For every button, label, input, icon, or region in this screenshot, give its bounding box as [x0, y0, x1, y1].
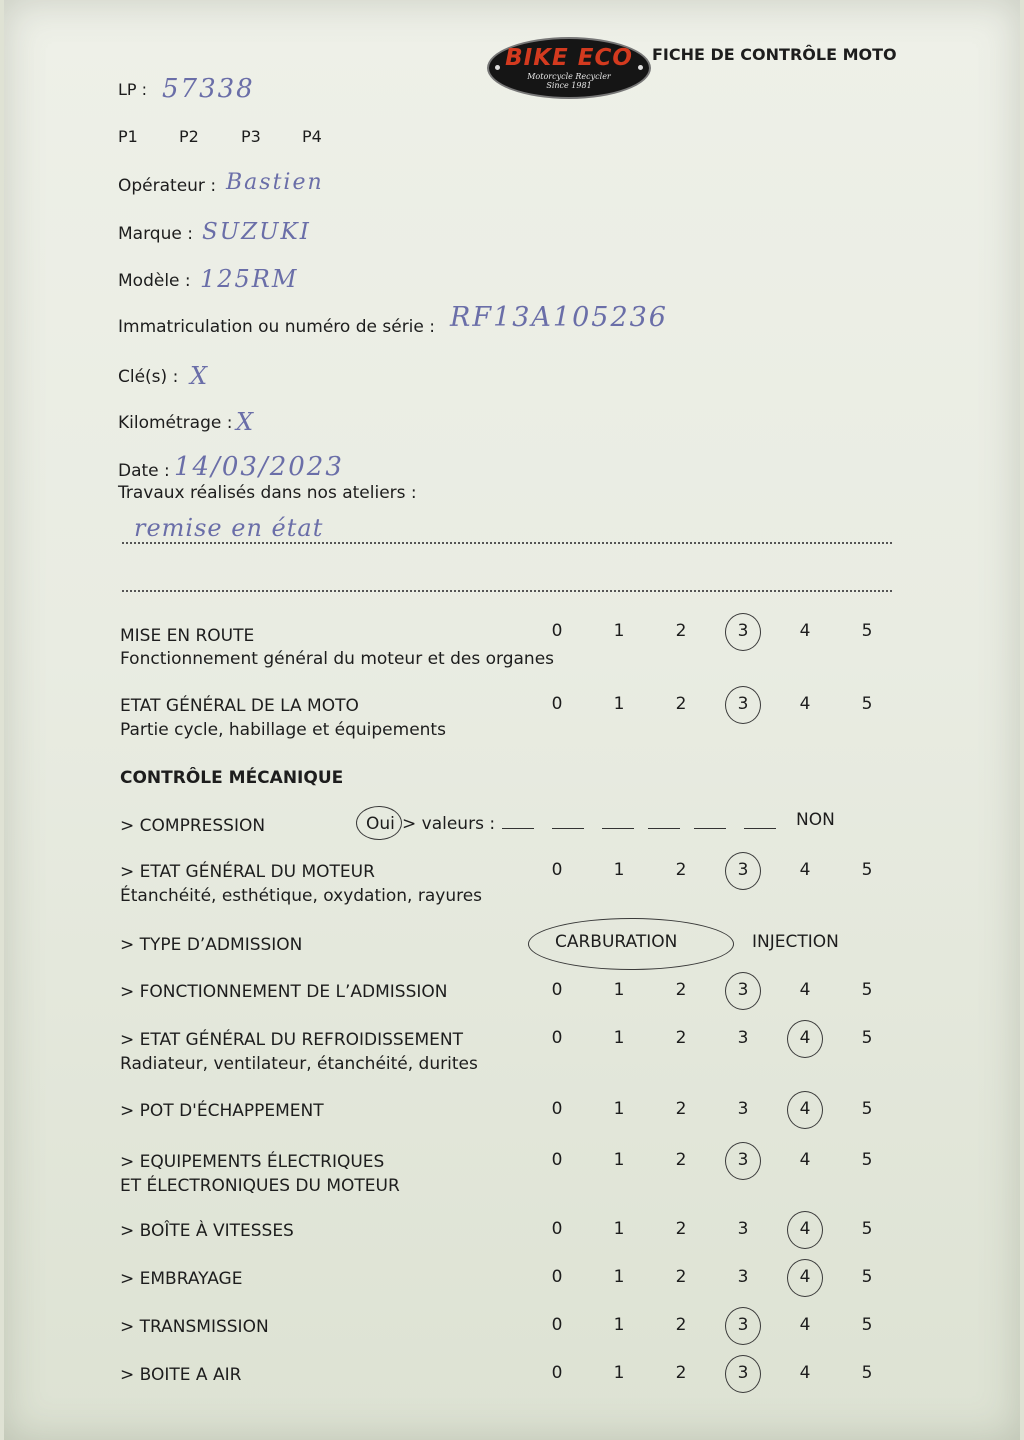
item-title: > ETAT GÉNÉRAL DU REFROIDISSEMENT	[120, 1030, 463, 1050]
rating-option-5[interactable]: 5	[861, 1267, 873, 1287]
control-sheet	[4, 0, 1020, 1440]
keys-label: Clé(s) :	[118, 367, 179, 387]
rating-option-0[interactable]: 0	[551, 980, 563, 1000]
lp-value[interactable]: 57338	[162, 74, 255, 104]
selected-rating-circle	[787, 1259, 823, 1297]
date-value[interactable]: 14/03/2023	[174, 452, 344, 482]
rating-option-0[interactable]: 0	[551, 621, 563, 641]
engine-title: > ETAT GÉNÉRAL DU MOTEUR	[120, 862, 375, 882]
rating-option-4[interactable]: 4	[799, 1363, 811, 1383]
rating-option-1[interactable]: 1	[613, 1150, 625, 1170]
mileage-label: Kilométrage :	[118, 413, 233, 433]
rating-option-2[interactable]: 2	[675, 860, 687, 880]
rating-option-1[interactable]: 1	[613, 1315, 625, 1335]
engine-subtitle: Étanchéité, esthétique, oxydation, rayures	[120, 886, 483, 906]
bike-eco-logo: BIKE ECO Motorcycle Recycler Since 1981	[487, 37, 651, 99]
selected-rating-circle	[787, 1091, 823, 1129]
p1-label: P1	[118, 127, 138, 146]
rating-option-1[interactable]: 1	[613, 980, 625, 1000]
rating-option-4[interactable]: 4	[799, 860, 811, 880]
model-label: Modèle :	[118, 271, 191, 291]
selected-rating-circle	[725, 852, 761, 890]
operator-value[interactable]: Bastien	[226, 170, 324, 195]
rating-option-5[interactable]: 5	[861, 1150, 873, 1170]
rating-option-4[interactable]: 4	[799, 1028, 811, 1048]
serial-label: Immatriculation ou numéro de série :	[118, 317, 435, 337]
selected-rating-circle	[787, 1211, 823, 1249]
rating-option-2[interactable]: 2	[675, 1150, 687, 1170]
rating-option-0[interactable]: 0	[551, 1219, 563, 1239]
compression-values-label: > valeurs :	[402, 814, 496, 834]
lp-label: LP :	[118, 80, 148, 99]
p3-label: P3	[241, 127, 261, 146]
rating-option-3[interactable]: 3	[737, 1219, 749, 1239]
rating-option-2[interactable]: 2	[675, 1315, 687, 1335]
rating-option-3[interactable]: 3	[737, 1315, 749, 1335]
rating-option-3[interactable]: 3	[737, 1267, 749, 1287]
compression-value-blank-5[interactable]	[694, 828, 726, 829]
rating-option-5[interactable]: 5	[861, 1219, 873, 1239]
rating-option-3[interactable]: 3	[737, 1150, 749, 1170]
item-title: > EQUIPEMENTS ÉLECTRIQUES	[120, 1152, 385, 1172]
rating-option-4[interactable]: 4	[799, 980, 811, 1000]
compression-label: > COMPRESSION	[120, 816, 266, 836]
rating-option-2[interactable]: 2	[675, 621, 687, 641]
rating-option-0[interactable]: 0	[551, 694, 563, 714]
selected-rating-circle	[725, 686, 761, 724]
compression-no-option[interactable]: NON	[796, 810, 835, 830]
item-title: > POT D'ÉCHAPPEMENT	[120, 1101, 324, 1121]
compression-value-blank-3[interactable]	[602, 828, 634, 829]
rating-option-5[interactable]: 5	[861, 860, 873, 880]
rating-option-2[interactable]: 2	[675, 1028, 687, 1048]
item-title: > EMBRAYAGE	[120, 1269, 243, 1289]
compression-yes-circle	[356, 806, 402, 840]
item-title: > TRANSMISSION	[120, 1317, 269, 1337]
work-value[interactable]: remise en état	[134, 514, 324, 542]
rating-option-3[interactable]: 3	[737, 1099, 749, 1119]
rating-option-0[interactable]: 0	[551, 1099, 563, 1119]
item-title: > BOÎTE À VITESSES	[120, 1221, 294, 1241]
serial-value[interactable]: RF13A105236	[450, 302, 668, 333]
form-title: FICHE DE CONTRÔLE MOTO	[652, 45, 897, 64]
rating-option-1[interactable]: 1	[613, 1219, 625, 1239]
compression-value-blank-6[interactable]	[744, 828, 776, 829]
rating-option-0[interactable]: 0	[551, 1363, 563, 1383]
model-value[interactable]: 125RM	[200, 265, 299, 293]
intake-carburation-option[interactable]: CARBURATION	[555, 932, 678, 952]
intake-injection-option[interactable]: INJECTION	[752, 932, 839, 952]
rating-option-4[interactable]: 4	[799, 1150, 811, 1170]
rating-option-1[interactable]: 1	[613, 1363, 625, 1383]
p4-label: P4	[302, 127, 322, 146]
rating-option-3[interactable]: 3	[737, 860, 749, 880]
rating-option-3[interactable]: 3	[737, 1028, 749, 1048]
work-line-2	[122, 590, 892, 592]
rating-option-2[interactable]: 2	[675, 1363, 687, 1383]
selected-rating-circle	[725, 1142, 761, 1180]
rating-option-0[interactable]: 0	[551, 1315, 563, 1335]
rating-option-3[interactable]: 3	[737, 694, 749, 714]
startup-subtitle: Fonctionnement général du moteur et des organes	[120, 649, 555, 669]
rating-option-2[interactable]: 2	[675, 694, 687, 714]
operator-label: Opérateur :	[118, 176, 217, 196]
rating-option-2[interactable]: 2	[675, 1267, 687, 1287]
rating-option-5[interactable]: 5	[861, 1028, 873, 1048]
rating-option-5[interactable]: 5	[861, 980, 873, 1000]
rating-option-5[interactable]: 5	[861, 1363, 873, 1383]
bike-condition-subtitle: Partie cycle, habillage et équipements	[120, 720, 446, 740]
p2-label: P2	[179, 127, 199, 146]
rating-option-5[interactable]: 5	[861, 694, 873, 714]
selected-rating-circle	[725, 613, 761, 651]
intake-carburation-circle	[528, 918, 734, 970]
rating-option-5[interactable]: 5	[861, 621, 873, 641]
rating-option-0[interactable]: 0	[551, 1028, 563, 1048]
rating-option-0[interactable]: 0	[551, 860, 563, 880]
rating-option-3[interactable]: 3	[737, 1363, 749, 1383]
rating-option-4[interactable]: 4	[799, 1267, 811, 1287]
compression-value-blank-1[interactable]	[502, 828, 534, 829]
rating-option-2[interactable]: 2	[675, 1219, 687, 1239]
compression-value-blank-2[interactable]	[552, 828, 584, 829]
keys-value[interactable]: X	[190, 362, 210, 390]
compression-value-blank-4[interactable]	[648, 828, 680, 829]
rating-option-2[interactable]: 2	[675, 1099, 687, 1119]
item-subtitle: Radiateur, ventilateur, étanchéité, durites	[120, 1054, 478, 1074]
rating-option-1[interactable]: 1	[613, 860, 625, 880]
bike-condition-title: ETAT GÉNÉRAL DE LA MOTO	[120, 696, 359, 716]
brand-label: Marque :	[118, 224, 193, 244]
brand-value[interactable]: SUZUKI	[202, 219, 311, 245]
selected-rating-circle	[787, 1020, 823, 1058]
item-title: > BOITE A AIR	[120, 1365, 242, 1385]
rating-option-0[interactable]: 0	[551, 1150, 563, 1170]
rating-option-4[interactable]: 4	[799, 621, 811, 641]
compression-yes-option[interactable]: Oui	[366, 814, 395, 834]
item-subtitle: ET ÉLECTRONIQUES DU MOTEUR	[120, 1176, 400, 1196]
startup-title: MISE EN ROUTE	[120, 626, 255, 646]
mechanical-heading: CONTRÔLE MÉCANIQUE	[120, 768, 344, 788]
rating-option-4[interactable]: 4	[799, 1099, 811, 1119]
rating-option-4[interactable]: 4	[799, 1315, 811, 1335]
work-line-1	[122, 542, 892, 544]
item-title: > FONCTIONNEMENT DE L’ADMISSION	[120, 982, 448, 1002]
rating-option-5[interactable]: 5	[861, 1315, 873, 1335]
selected-rating-circle	[725, 972, 761, 1010]
rating-option-3[interactable]: 3	[737, 980, 749, 1000]
selected-rating-circle	[725, 1355, 761, 1393]
work-label: Travaux réalisés dans nos ateliers :	[118, 483, 417, 503]
rating-option-1[interactable]: 1	[613, 1099, 625, 1119]
rating-option-4[interactable]: 4	[799, 694, 811, 714]
rating-option-1[interactable]: 1	[613, 1267, 625, 1287]
selected-rating-circle	[725, 1307, 761, 1345]
mileage-value[interactable]: X	[236, 408, 256, 436]
rating-option-0[interactable]: 0	[551, 1267, 563, 1287]
intake-type-label: > TYPE D’ADMISSION	[120, 935, 303, 955]
rating-option-3[interactable]: 3	[737, 621, 749, 641]
rating-option-4[interactable]: 4	[799, 1219, 811, 1239]
rating-option-2[interactable]: 2	[675, 980, 687, 1000]
rating-option-5[interactable]: 5	[861, 1099, 873, 1119]
date-label: Date :	[118, 461, 170, 481]
rating-option-1[interactable]: 1	[613, 694, 625, 714]
rating-option-1[interactable]: 1	[613, 621, 625, 641]
rating-option-1[interactable]: 1	[613, 1028, 625, 1048]
